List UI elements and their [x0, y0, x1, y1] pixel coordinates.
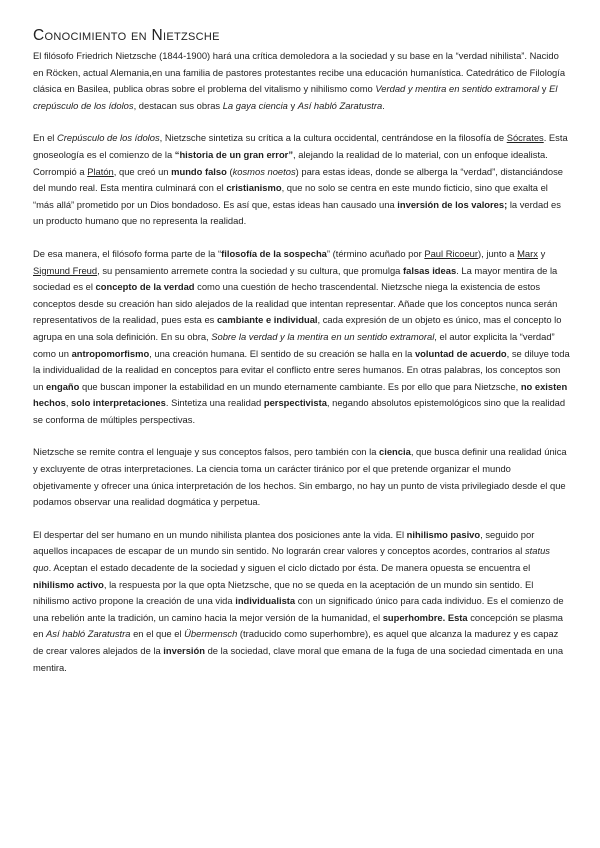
bold-text: “historia de un gran error”	[174, 148, 294, 160]
italic-text: Así habló Zaratustra	[46, 628, 131, 640]
text-run: , Nietzsche sintetiza su crítica a la cultura occidental, centrándose en la filosofía de	[159, 132, 507, 144]
bold-text: concepto de la verdad	[95, 281, 195, 293]
italic-text: Verdad y mentira en sentido extramoral	[375, 83, 540, 95]
text-run: , destacan sus obras	[133, 99, 223, 111]
text-run: . La mayor mentira de la sociedad es el	[33, 264, 558, 293]
bold-text: nihilismo activo	[33, 578, 104, 590]
text-run: De esa manera, el filósofo forma parte de la “	[33, 247, 222, 259]
text-run: , el autor explicita la “verdad” como un	[33, 330, 555, 359]
italic-text: Así habló Zaratustra	[297, 99, 383, 111]
text-run: , negando absolutos epistemológicos sino que la realidad se conforma de múltiples perspectivas.	[33, 397, 566, 425]
bold-text: superhombre.	[382, 611, 446, 623]
text-run: (traducido como superhombre), es aquel que alcanza la madurez y es capaz de crear valores alejados de la	[33, 628, 559, 656]
text-run: concepción se plasma en	[33, 611, 564, 640]
italic-text: Sobre la verdad y la mentira en un sentido extramoral	[211, 330, 435, 342]
italic-text: La gaya ciencia	[222, 99, 288, 111]
link[interactable]: Marx	[517, 247, 538, 259]
italic-text: Crepúsculo de los ídolos	[56, 132, 160, 144]
bold-text: engaño	[46, 380, 80, 392]
document-title: Conocimiento en Nietzsche	[33, 27, 220, 44]
text-run: en el que el	[130, 628, 185, 640]
link[interactable]: Sócrates	[506, 132, 544, 144]
bold-text: no existen hechos	[33, 380, 568, 409]
bold-text: ciencia	[379, 446, 411, 458]
text-run: En el	[33, 132, 57, 144]
paragraph-2	[33, 130, 570, 230]
bold-text: Esta	[447, 611, 468, 623]
text-run: , que no solo se centra en este mundo ficticio, sino que exalta el “más allá” prometido por un Dios bondadoso. Es así que, estas ideas han causado una	[33, 182, 548, 210]
italic-text: status quo	[33, 545, 550, 574]
bold-text: antropomorfismo	[71, 347, 150, 359]
text-run: , cada expresión de un objeto es único, mas el concepto lo agrupa en una sola definición. En su obra,	[33, 314, 562, 342]
text-run: y	[537, 247, 546, 259]
text-run: El filósofo Friedrich Nietzsche (1844-1900) hará una crítica demoledora a la sociedad y su base en la “verdad nihilista”. Nacido en Röcken, actual Alemania,en una familia de pastores protestantes recibe una educación humanística. Catedrático de Filología clásica en Basilea, publica obras sobre el problema del vitalismo y nihilismo como	[33, 50, 566, 95]
text-run: , seguido por aquellos incapaces de escapar de un mundo sin sentido. No lograrán crear valores y conceptos acordes, contrarios al	[33, 528, 535, 557]
paragraph-5	[33, 527, 570, 676]
text-run: Nietzsche se remite contra el lenguaje y sus conceptos falsos, pero también con la	[33, 446, 380, 458]
text-run: , que creó un	[113, 165, 172, 177]
bold-text: inversión	[163, 645, 205, 656]
text-run: ) para estas ideas, donde se alberga la “verdad”, distanciándose del mundo real. Esta mentira culminará con el	[33, 165, 564, 194]
text-run: , su pensamiento arremete contra la sociedad y su cultura, que promulga	[97, 264, 404, 276]
paragraph-1	[33, 48, 570, 114]
text-run: . Sintetiza una realidad	[165, 397, 264, 409]
text-run: de la sociedad, clave moral que emana de la fuga de una sociedad cimentada en una mentira.	[33, 645, 564, 673]
bold-text: cristianismo	[226, 182, 282, 194]
paragraph-3	[33, 246, 570, 429]
text-run: , que busca definir una realidad única y excluyente de otras interpretaciones. La ciencia toma un carácter tiránico por el que pretende organizar el mundo objetivamente y ofrecer una única interpretación de los hechos. Sin embargo, no hay un punto de vista privilegiado desde el que podamos observar una realidad dogmática y perpetua.	[33, 446, 567, 508]
italic-text: Übermensch	[184, 628, 238, 640]
bold-text: individualista	[235, 595, 296, 607]
text-run: ,	[65, 397, 72, 409]
bold-text: solo interpretaciones	[71, 397, 166, 409]
bold-text: filosofía de la sospecha	[221, 247, 327, 259]
italic-text: kosmos noetos	[232, 165, 296, 177]
text-run: ), junto a	[478, 247, 518, 259]
bold-text: perspectivista	[263, 397, 327, 409]
text-run: , la respuesta por la que opta Nietzsche, que no se queda en la aceptación de un mundo sin sentido. El nihilismo activo propone la creación de una vida	[33, 578, 534, 607]
text-run: ” (término acuñado por	[326, 247, 425, 259]
link[interactable]: Platón	[87, 165, 114, 177]
text-run: . Aceptan el estado decadente de la sociedad y siguen el ciclo dictado por ésta. De manera opuesta se encuentra el	[48, 562, 531, 574]
bold-text: cambiante e individual	[216, 314, 318, 326]
bold-text: falsas ideas	[403, 264, 457, 276]
text-run: con un significado único para cada individuo. Es el comienzo de una rebelión ante la tradición, un camino hacia la mejor versión de la humanidad, el	[33, 595, 564, 623]
italic-text: El crepúsculo de los ídolos	[33, 83, 558, 111]
text-run: y	[539, 83, 550, 95]
text-run: . Esta gnoseología es el comienzo de la	[33, 132, 568, 160]
paragraph-4	[33, 444, 570, 510]
bold-text: voluntad de acuerdo	[414, 347, 507, 359]
text-run: y	[287, 99, 298, 111]
text-run: (	[226, 165, 233, 177]
text-run: , alejando la realidad de lo material, con un enfoque idealista. Corrompió a	[33, 148, 548, 177]
text-run: , una creación humana. El sentido de su creación se halla en la	[149, 347, 415, 359]
bold-text: nihilismo pasivo	[406, 528, 481, 540]
text-run: .	[382, 99, 385, 111]
link[interactable]: Paul Ricoeur	[424, 247, 479, 259]
text-run: , se diluye toda la individualidad de la realidad en conceptos para evitar el conflicto entre seres humanos. En otras palabras, los conceptos son un	[33, 347, 570, 392]
text-run: como una cuestión de hecho trascendental. Nietzsche niega la existencia de estos conceptos desde su creación han sido alejados de la realidad que intentan representar. Añade que los conceptos nunca serán representativos de la realidad, pues esta es	[33, 281, 558, 326]
text-run: que buscan imponer la estabilidad en un mundo eternamente cambiante. Es por ello que para Nietzsche,	[79, 380, 521, 392]
text-run: la verdad es un producto humano que no representa la realidad.	[33, 198, 561, 227]
text-run: El despertar del ser humano en un mundo nihilista plantea dos posiciones ante la vida. El	[33, 528, 407, 540]
bold-text: inversión de los valores;	[397, 198, 508, 210]
bold-text: mundo falso	[171, 165, 227, 177]
link[interactable]: Sigmund Freud	[33, 264, 98, 276]
